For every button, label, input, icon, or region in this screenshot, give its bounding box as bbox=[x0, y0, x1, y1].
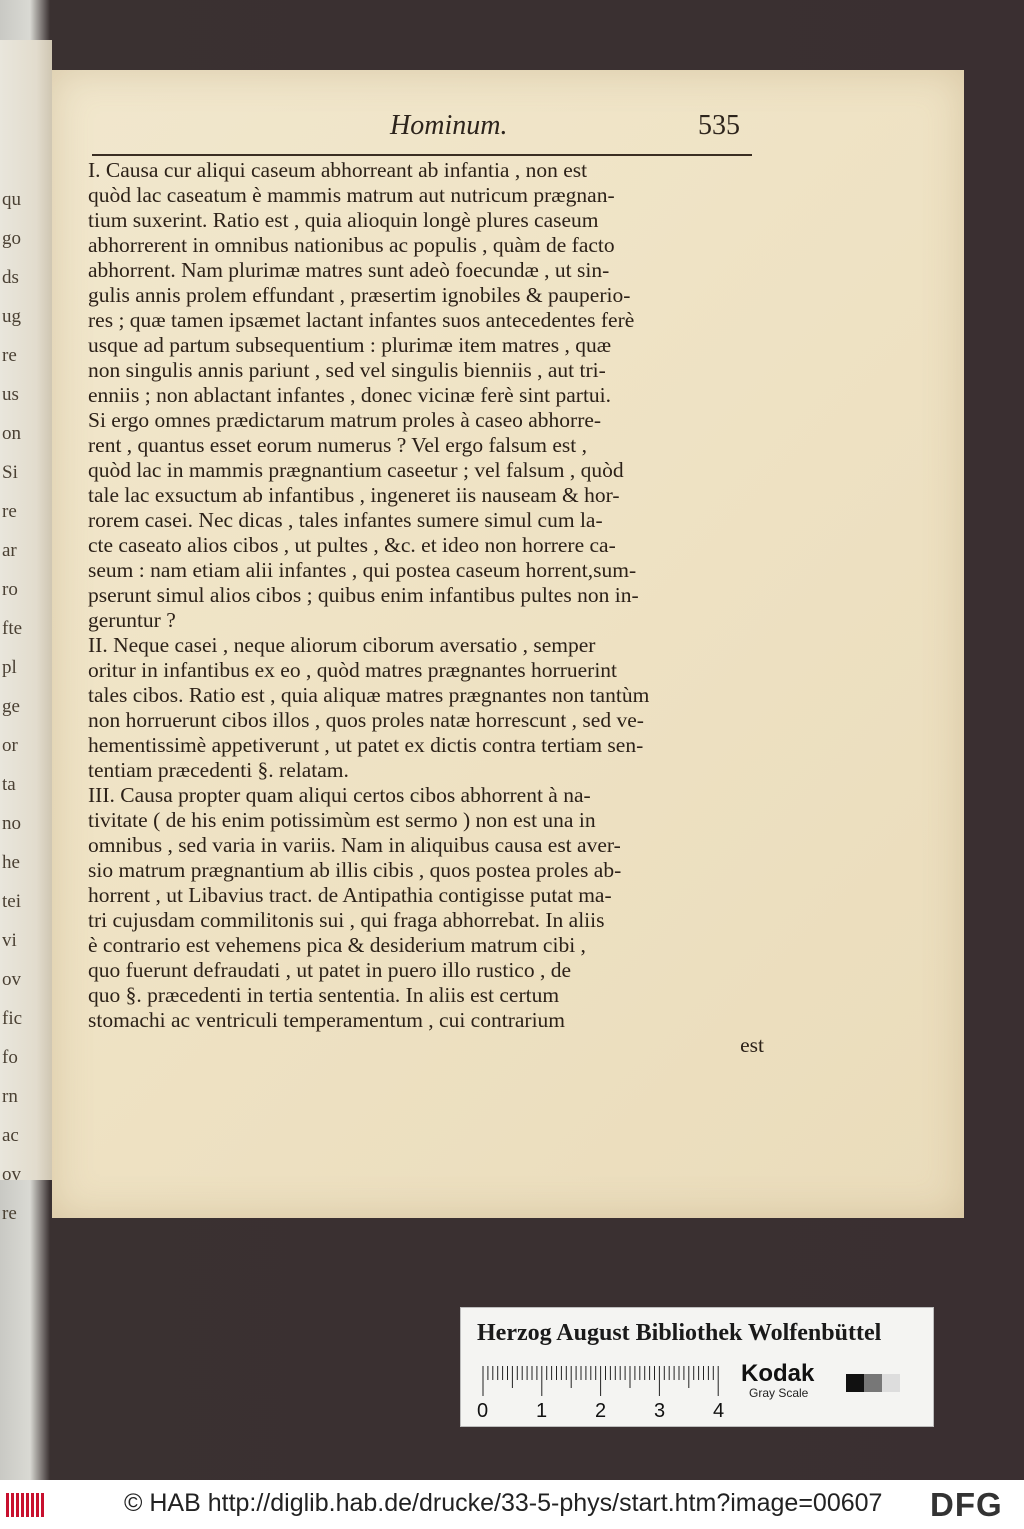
text-line: tales cibos. Ratio est , quia aliquæ matres prægnantes non tantùm bbox=[88, 683, 650, 707]
gray-patch-light bbox=[882, 1374, 900, 1392]
text-line: pserunt simul alios cibos ; quibus enim infantibus pultes non in- bbox=[88, 583, 639, 607]
prev-page-fragment: re bbox=[2, 345, 17, 366]
prev-page-fragment: tei bbox=[2, 891, 21, 912]
text-block bbox=[88, 158, 764, 1058]
prev-page-fragment: us bbox=[2, 384, 19, 405]
text-line: tium suxerint. Ratio est , quia alioquin longè plures caseum bbox=[88, 208, 599, 232]
text-line: non horruerunt cibos illos , quos proles natæ horrescunt , sed ve- bbox=[88, 708, 644, 732]
ruler-number: 3 bbox=[654, 1400, 666, 1422]
library-name: Herzog August Bibliothek Wolfenbüttel bbox=[477, 1320, 882, 1346]
prev-page-fragment: ov bbox=[2, 1164, 21, 1185]
prev-page-fragment: Si bbox=[2, 462, 18, 483]
text-line: quòd lac in mammis prægnantium caseetur ; vel falsum , quòd bbox=[88, 458, 624, 482]
text-line: omnibus , sed varia in variis. Nam in aliquibus causa est aver- bbox=[88, 833, 621, 857]
text-line: quo §. præcedenti in tertia sententia. In aliis est certum bbox=[88, 983, 560, 1007]
text-line: usque ad partum subsequentium : plurimæ item matres , quæ bbox=[88, 333, 612, 357]
copyright-url[interactable]: © HAB http://diglib.hab.de/drucke/33-5-phys/start.htm?image=00607 bbox=[124, 1489, 883, 1517]
header-rule bbox=[92, 154, 752, 156]
prev-page-fragment: he bbox=[2, 852, 20, 873]
footer-bar bbox=[0, 1480, 1024, 1529]
prev-page-fragment: re bbox=[2, 1203, 17, 1224]
ruler-number: 4 bbox=[713, 1400, 725, 1422]
dfg-logo: DFG bbox=[930, 1486, 1003, 1523]
prev-page-fragment: ov bbox=[2, 969, 21, 990]
text-line: quòd lac caseatum è mammis matrum aut nutricum prægnan- bbox=[88, 183, 615, 207]
text-line: tale lac exsuctum ab infantibus , ingeneret iis nauseam & hor- bbox=[88, 483, 620, 507]
text-line: quo fuerunt defraudati , ut patet in puero illo rustico , de bbox=[88, 958, 572, 982]
prev-page-fragment: ds bbox=[2, 267, 19, 288]
color-target-card bbox=[460, 1307, 934, 1427]
text-line: tentiam præcedenti §. relatam. bbox=[88, 758, 349, 782]
prev-page-fragment: ug bbox=[2, 306, 21, 327]
prev-page-fragment: rn bbox=[2, 1086, 18, 1107]
prev-page-fragment: ta bbox=[2, 774, 16, 795]
prev-page-fragment: vi bbox=[2, 930, 17, 951]
text-line: II. Neque casei , neque aliorum ciborum aversatio , semper bbox=[88, 633, 596, 657]
text-line: horrent , ut Libavius tract. de Antipathia contigisse putat ma- bbox=[88, 883, 612, 907]
text-line: III. Causa propter quam aliqui certos cibos abhorrent à na- bbox=[88, 783, 591, 807]
text-line: seum : nam etiam alii infantes , qui postea caseum horrent,sum- bbox=[88, 558, 637, 582]
prev-page-fragment: re bbox=[2, 501, 17, 522]
text-line: cte caseato alios cibos , ut pultes , &c. et ideo non horrere ca- bbox=[88, 533, 616, 557]
prev-page-fragment: pl bbox=[2, 657, 17, 678]
gray-patches bbox=[846, 1374, 900, 1392]
text-line: gulis annis prolem effundant , præsertim ignobiles & pauperio- bbox=[88, 283, 631, 307]
text-line: rent , quantus esset eorum numerus ? Vel ergo falsum est , bbox=[88, 433, 587, 457]
kodak-brand: Kodak bbox=[741, 1360, 815, 1387]
gray-patch-black bbox=[846, 1374, 864, 1392]
text-line: è contrario est vehemens pica & desiderium matrum cibi , bbox=[88, 933, 586, 957]
prev-page-fragment: qu bbox=[2, 189, 21, 210]
text-line: sio matrum prægnantium ab illis cibis , quos postea proles ab- bbox=[88, 858, 622, 882]
prev-page-fragment: fo bbox=[2, 1047, 18, 1068]
prev-page-fragment: ro bbox=[2, 579, 18, 600]
text-line: hementissimè appetiverunt , ut patet ex dictis contra tertiam sen- bbox=[88, 733, 644, 757]
text-line: oritur in infantibus ex eo , quòd matres prægnantes horruerint bbox=[88, 658, 618, 682]
prev-page-fragment: ar bbox=[2, 540, 17, 561]
prev-page-fragment: go bbox=[2, 228, 21, 249]
ruler-scale bbox=[481, 1366, 721, 1396]
ruler-number: 0 bbox=[477, 1400, 489, 1422]
text-line: Si ergo omnes prædictarum matrum proles à caseo abhorre- bbox=[88, 408, 602, 432]
text-line: rorem casei. Nec dicas , tales infantes sumere simul cum la- bbox=[88, 508, 603, 532]
text-line: res ; quæ tamen ipsæmet lactant infantes suos antecedentes ferè bbox=[88, 308, 635, 332]
catchword: est bbox=[740, 1033, 764, 1057]
prev-page-fragment: fte bbox=[2, 618, 23, 639]
prev-page-fragment: fic bbox=[2, 1008, 23, 1029]
ruler-number: 2 bbox=[595, 1400, 607, 1422]
page-number: 535 bbox=[698, 110, 740, 141]
text-line: geruntur ? bbox=[88, 608, 176, 632]
gray-patch-mid bbox=[864, 1374, 882, 1392]
prev-page-fragment: or bbox=[2, 735, 18, 756]
text-line: non singulis annis pariunt , sed vel singulis bienniis , aut tri- bbox=[88, 358, 606, 382]
gray-scale-label: Gray Scale bbox=[749, 1386, 809, 1400]
text-line: tri cujusdam commilitonis sui , qui fraga abhorrebat. In aliis bbox=[88, 908, 605, 932]
running-head: Hominum. bbox=[390, 110, 508, 141]
prev-page-fragment: on bbox=[2, 423, 21, 444]
previous-page-edge bbox=[0, 40, 52, 1224]
text-line: tivitate ( de his enim potissimùm est sermo ) non est una in bbox=[88, 808, 596, 832]
ruler-number: 1 bbox=[536, 1400, 548, 1422]
prev-page-fragment: ac bbox=[2, 1125, 19, 1146]
prev-page-fragment: no bbox=[2, 813, 21, 834]
text-line: I. Causa cur aliqui caseum abhorreant ab infantia , non est bbox=[88, 158, 588, 182]
text-line: abhorrerent in omnibus nationibus ac populis , quàm de facto bbox=[88, 233, 615, 257]
prev-page-fragment: ge bbox=[2, 696, 20, 717]
book-page bbox=[52, 70, 964, 1218]
hab-logo-icon bbox=[6, 1493, 46, 1517]
text-line: enniis ; non ablactant infantes , donec vicinæ ferè sint partui. bbox=[88, 383, 612, 407]
text-line: abhorrent. Nam plurimæ matres sunt adeò foecundæ , ut sin- bbox=[88, 258, 610, 282]
text-line: stomachi ac ventriculi temperamentum , cui contrarium bbox=[88, 1008, 566, 1032]
